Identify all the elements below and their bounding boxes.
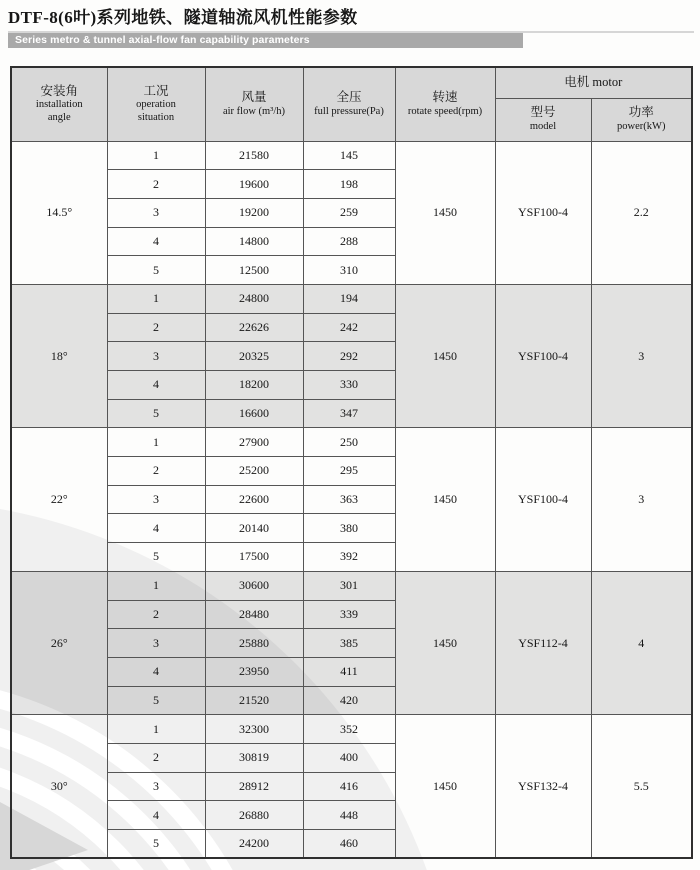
situation-cell: 4: [107, 371, 205, 400]
speed-cell: 1450: [395, 571, 495, 714]
header-speed-en: rotate speed(rpm): [407, 105, 483, 117]
situation-cell: 1: [107, 715, 205, 744]
fan-parameters-table: [10, 66, 693, 859]
pressure-cell: 145: [303, 141, 395, 170]
header-angle-en2: angle: [47, 112, 71, 124]
pressure-cell: 347: [303, 399, 395, 428]
speed-cell: 1450: [395, 141, 495, 284]
pressure-cell: 301: [303, 571, 395, 600]
speed-cell: 1450: [395, 428, 495, 571]
power-cell: 4: [591, 571, 692, 714]
pressure-cell: 392: [303, 543, 395, 572]
power-cell: 3: [591, 428, 692, 571]
pressure-cell: 339: [303, 600, 395, 629]
airflow-cell: 19200: [205, 198, 303, 227]
power-cell: 3: [591, 284, 692, 427]
col-header-full-pressure: [303, 67, 395, 141]
airflow-cell: 16600: [205, 399, 303, 428]
header-speed-cn: 转速: [432, 90, 458, 105]
airflow-cell: 28480: [205, 600, 303, 629]
airflow-cell: 12500: [205, 256, 303, 285]
airflow-cell: 27900: [205, 428, 303, 457]
pressure-cell: 250: [303, 428, 395, 457]
header-pressure-cn: 全压: [336, 90, 362, 105]
pressure-cell: 352: [303, 715, 395, 744]
page-subtitle: Series metro & tunnel axial-flow fan capability parameters: [15, 34, 310, 46]
airflow-cell: 28912: [205, 772, 303, 801]
airflow-cell: 32300: [205, 715, 303, 744]
pressure-cell: 194: [303, 284, 395, 313]
pressure-cell: 198: [303, 170, 395, 199]
pressure-cell: 380: [303, 514, 395, 543]
header-power-en: power(kW): [617, 121, 666, 133]
header-model-en: model: [529, 121, 557, 133]
airflow-cell: 22626: [205, 313, 303, 342]
situation-cell: 2: [107, 600, 205, 629]
col-header-model: [495, 98, 591, 141]
model-cell: YSF100-4: [495, 141, 591, 284]
header-model-cn: 型号: [530, 105, 556, 120]
airflow-cell: 18200: [205, 371, 303, 400]
header-pressure-en: full pressure(Pa): [314, 105, 384, 117]
airflow-cell: 17500: [205, 543, 303, 572]
situation-cell: 3: [107, 198, 205, 227]
pressure-cell: 400: [303, 743, 395, 772]
header-situation-en1: operation: [136, 99, 176, 111]
col-header-installation-angle: [11, 67, 107, 141]
airflow-cell: 19600: [205, 170, 303, 199]
header-airflow-en: air flow (m³/h): [222, 105, 286, 117]
model-cell: YSF100-4: [495, 284, 591, 427]
table-row: [11, 571, 692, 600]
power-cell: 5.5: [591, 715, 692, 858]
pressure-cell: 330: [303, 371, 395, 400]
col-header-air-flow: [205, 67, 303, 141]
situation-cell: 1: [107, 284, 205, 313]
pressure-cell: 288: [303, 227, 395, 256]
pressure-cell: 460: [303, 830, 395, 859]
airflow-cell: 25200: [205, 457, 303, 486]
pressure-cell: 292: [303, 342, 395, 371]
situation-cell: 2: [107, 313, 205, 342]
model-cell: YSF100-4: [495, 428, 591, 571]
pressure-cell: 295: [303, 457, 395, 486]
airflow-cell: 20325: [205, 342, 303, 371]
situation-cell: 4: [107, 514, 205, 543]
pressure-cell: 363: [303, 485, 395, 514]
airflow-cell: 26880: [205, 801, 303, 830]
situation-cell: 1: [107, 428, 205, 457]
situation-cell: 3: [107, 342, 205, 371]
airflow-cell: 20140: [205, 514, 303, 543]
airflow-cell: 24800: [205, 284, 303, 313]
model-cell: YSF112-4: [495, 571, 591, 714]
header-angle-en1: installation: [35, 99, 83, 111]
airflow-cell: 24200: [205, 830, 303, 859]
power-cell: 2.2: [591, 141, 692, 284]
situation-cell: 4: [107, 227, 205, 256]
angle-cell: 14.5°: [11, 141, 107, 284]
situation-cell: 3: [107, 629, 205, 658]
pressure-cell: 416: [303, 772, 395, 801]
airflow-cell: 14800: [205, 227, 303, 256]
pressure-cell: 411: [303, 657, 395, 686]
situation-cell: 3: [107, 485, 205, 514]
situation-cell: 2: [107, 170, 205, 199]
header-angle-cn: 安装角: [40, 83, 78, 98]
situation-cell: 5: [107, 830, 205, 859]
angle-cell: 22°: [11, 428, 107, 571]
pressure-cell: 310: [303, 256, 395, 285]
airflow-cell: 30600: [205, 571, 303, 600]
pressure-cell: 385: [303, 629, 395, 658]
situation-cell: 1: [107, 141, 205, 170]
situation-cell: 5: [107, 256, 205, 285]
subtitle-bar: [8, 33, 523, 48]
speed-cell: 1450: [395, 715, 495, 858]
col-header-motor: [495, 67, 692, 98]
header-power-cn: 功率: [628, 105, 654, 120]
airflow-cell: 30819: [205, 743, 303, 772]
table-row: [11, 715, 692, 744]
pressure-cell: 259: [303, 198, 395, 227]
situation-cell: 5: [107, 686, 205, 715]
header-airflow-cn: 风量: [241, 90, 267, 105]
table-row: [11, 141, 692, 170]
pressure-cell: 420: [303, 686, 395, 715]
angle-cell: 26°: [11, 571, 107, 714]
situation-cell: 2: [107, 457, 205, 486]
table-row: [11, 428, 692, 457]
model-cell: YSF132-4: [495, 715, 591, 858]
page-title: DTF-8(6叶)系列地铁、隧道轴流风机性能参数: [8, 8, 358, 27]
table-row: [11, 284, 692, 313]
speed-cell: 1450: [395, 284, 495, 427]
header-situation-en2: situation: [137, 112, 175, 124]
airflow-cell: 25880: [205, 629, 303, 658]
header-motor-label: 电机 motor: [564, 74, 623, 89]
angle-cell: 30°: [11, 715, 107, 858]
situation-cell: 5: [107, 543, 205, 572]
situation-cell: 4: [107, 657, 205, 686]
pressure-cell: 242: [303, 313, 395, 342]
situation-cell: 4: [107, 801, 205, 830]
col-header-operation-situation: [107, 67, 205, 141]
situation-cell: 1: [107, 571, 205, 600]
airflow-cell: 23950: [205, 657, 303, 686]
pressure-cell: 448: [303, 801, 395, 830]
airflow-cell: 22600: [205, 485, 303, 514]
airflow-cell: 21520: [205, 686, 303, 715]
angle-cell: 18°: [11, 284, 107, 427]
situation-cell: 3: [107, 772, 205, 801]
col-header-power: [591, 98, 692, 141]
header-situation-cn: 工况: [143, 83, 169, 98]
situation-cell: 2: [107, 743, 205, 772]
airflow-cell: 21580: [205, 141, 303, 170]
col-header-rotate-speed: [395, 67, 495, 141]
situation-cell: 5: [107, 399, 205, 428]
